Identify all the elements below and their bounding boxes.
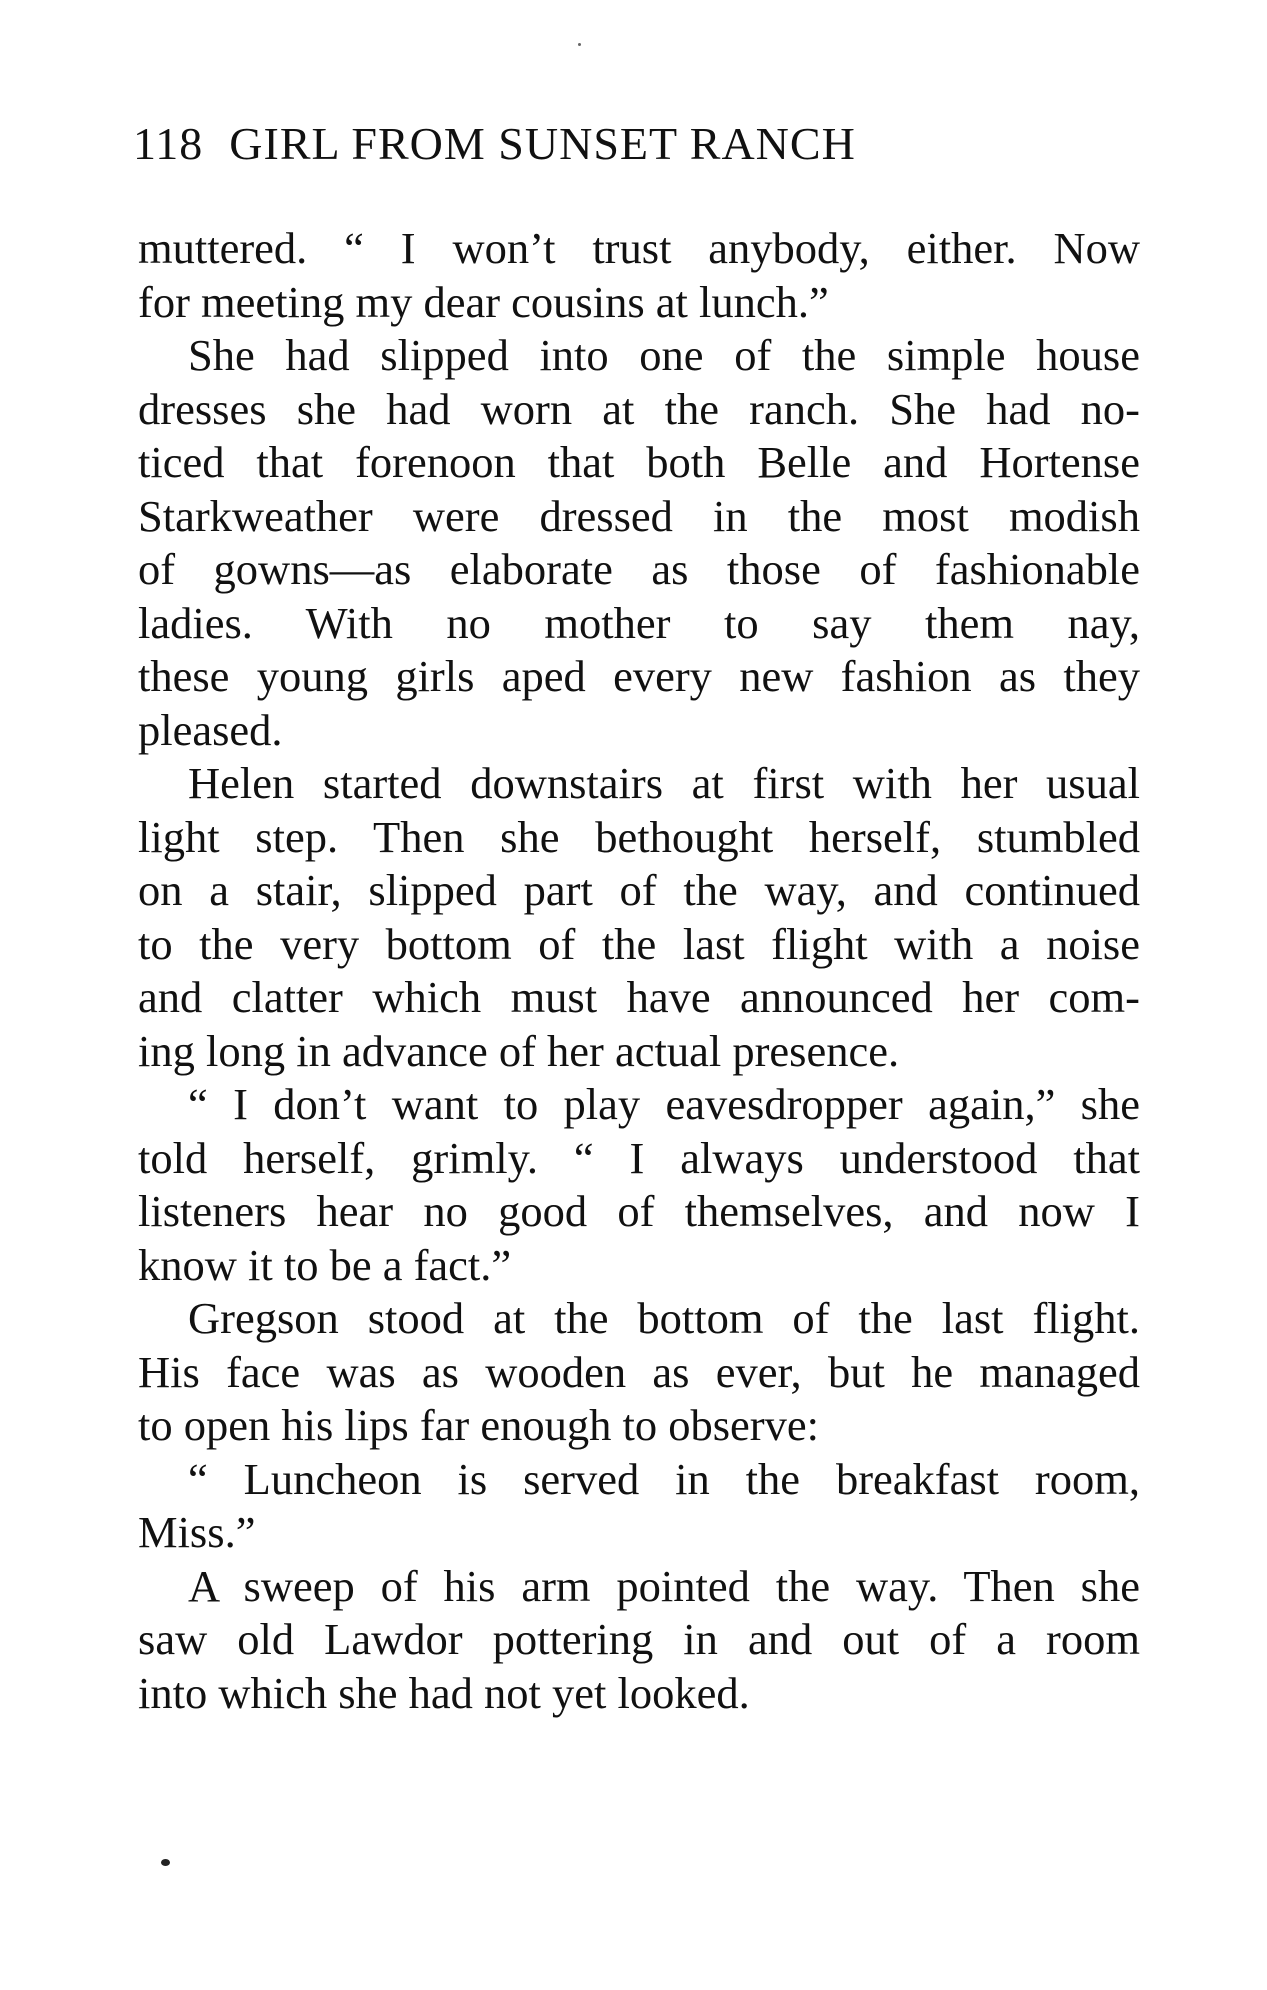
text-line: dresses she had worn at the ranch. She had no- — [138, 383, 1140, 434]
text-line: “ Luncheon is served in the breakfast room, — [188, 1453, 1140, 1504]
text-line: ladies. With no mother to say them nay, — [138, 597, 1140, 648]
text-line: light step. Then she bethought herself, stumbled — [138, 811, 1140, 862]
text-line: told herself, grimly. “ I always understood that — [138, 1132, 1140, 1183]
text-line: “ I don’t want to play eavesdropper again,” she — [188, 1079, 1140, 1129]
text-line: Gregson stood at the bottom of the last flight. — [188, 1293, 1140, 1343]
text-line: She had slipped into one of the simple house — [188, 330, 1140, 380]
text-line: Helen started downstairs at first with her usual — [188, 758, 1140, 808]
text-line: saw old Lawdor pottering in and out of a room — [138, 1614, 1140, 1664]
text-line: know it to be a fact.” — [138, 1239, 512, 1290]
text-line: ing long in advance of her actual presence. — [138, 1025, 900, 1076]
text-line: ticed that forenoon that both Belle and Hortense — [138, 437, 1140, 487]
body-text — [138, 222, 1140, 1720]
text-line: to open his lips far enough to observe: — [138, 1400, 819, 1450]
text-line: His face was as wooden as ever, but he managed — [138, 1346, 1140, 1397]
text-line: into which she had not yet looked. — [138, 1667, 750, 1718]
text-line: and clatter which must have announced her com- — [138, 972, 1140, 1022]
running-title: GIRL FROM SUNSET RANCH — [229, 118, 856, 169]
text-line: Miss.” — [138, 1507, 256, 1557]
text-line: A sweep of his arm pointed the way. Then she — [188, 1560, 1140, 1611]
text-line: on a stair, slipped part of the way, and continued — [138, 865, 1140, 915]
text-line: these young girls aped every new fashion as they — [138, 651, 1140, 701]
text-line: for meeting my dear cousins at lunch.” — [138, 276, 829, 327]
ink-speck — [578, 43, 581, 46]
text-line: pleased. — [138, 704, 283, 755]
ink-speck — [161, 1859, 170, 1866]
text-line: of gowns—as elaborate as those of fashionable — [138, 544, 1140, 594]
text-line: listeners hear no good of themselves, and now I — [138, 1186, 1140, 1236]
text-line: muttered. “ I won’t trust anybody, either. Now — [138, 223, 1140, 273]
text-line: Starkweather were dressed in the most modish — [138, 490, 1140, 541]
page-number: 118 — [133, 118, 204, 169]
running-header — [133, 114, 1033, 174]
text-line: to the very bottom of the last flight with a noise — [138, 918, 1140, 969]
